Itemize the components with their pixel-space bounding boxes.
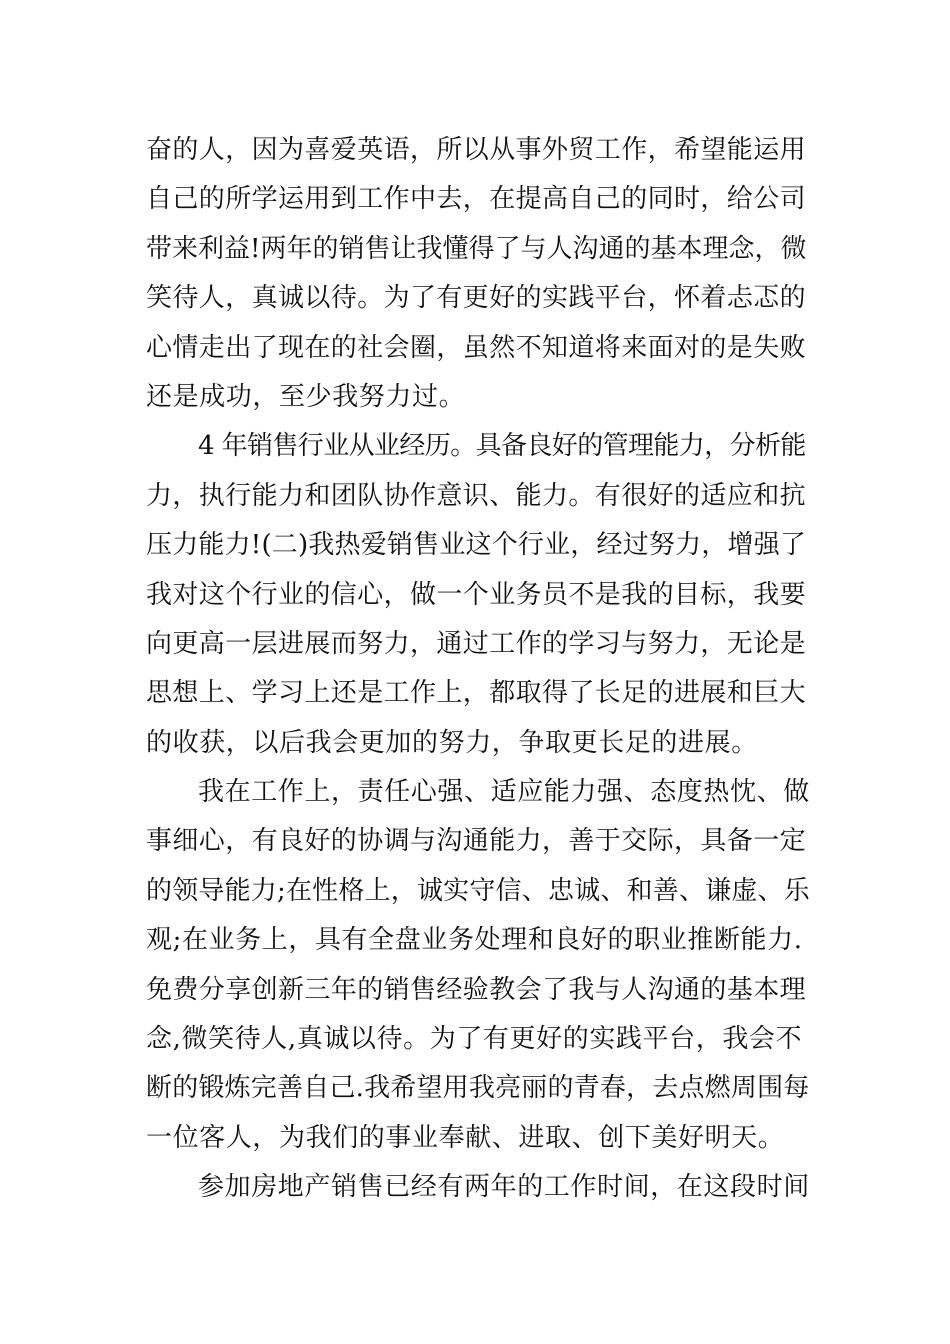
text-line: 事细心，有良好的协调与沟通能力，善于交际，具备一定 (146, 826, 807, 857)
text-line: 心情走出了现在的社会圈，虽然不知道将来面对的是失败 (146, 332, 807, 363)
text-line: 奋的人，因为喜爱英语，所以从事外贸工作，希望能运用 (146, 135, 807, 165)
text-line: 我对这个行业的信心，做一个业务员不是我的目标，我要 (146, 579, 807, 610)
text-line: 思想上、学习上还是工作上，都取得了长足的进展和巨大 (146, 678, 807, 709)
text-line: 观;在业务上，具有全盘业务处理和良好的职业推断能力. (146, 925, 803, 956)
text-line: 的领导能力;在性格上，诚实守信、忠诚、和善、谦虚、乐 (146, 875, 810, 906)
text-line: 力，执行能力和团队协作意识、能力。有很好的适应和抗 (146, 480, 807, 511)
text-line: 4 年销售行业从业经历。具备良好的管理能力，分析能 (198, 431, 806, 462)
text-line: 参加房地产销售已经有两年的工作时间，在这段时间 (198, 1172, 810, 1203)
text-line: 断的锻炼完善自己.我希望用我亮丽的青春，去点燃周围每 (146, 1073, 810, 1104)
text-line: 压力能力!(二)我热爱销售业这个行业，经过努力，增强了 (146, 530, 807, 561)
text-line: 免费分享创新三年的销售经验教会了我与人沟通的基本理 (146, 974, 807, 1005)
text-line: 的收获，以后我会更加的努力，争取更长足的进展。 (146, 727, 758, 758)
text-line: 还是成功，至少我努力过。 (146, 381, 466, 412)
text-line: 一位客人，为我们的事业奉献、进取、创下美好明天。 (146, 1122, 785, 1153)
text-line: 带来利益!两年的销售让我懂得了与人沟通的基本理念，微 (146, 233, 807, 264)
text-line: 向更高一层进展而努力，通过工作的学习与努力，无论是 (146, 628, 807, 659)
text-line: 笑待人，真诚以待。为了有更好的实践平台，怀着忐忑的 (146, 283, 807, 314)
text-line: 我在工作上，责任心强、适应能力强、态度热忱、做 (198, 777, 810, 808)
text-line: 自己的所学运用到工作中去，在提高自己的同时，给公司 (146, 184, 807, 215)
text-line: 念,微笑待人,真诚以待。为了有更好的实践平台，我会不 (146, 1024, 803, 1055)
body-text (146, 126, 810, 1213)
